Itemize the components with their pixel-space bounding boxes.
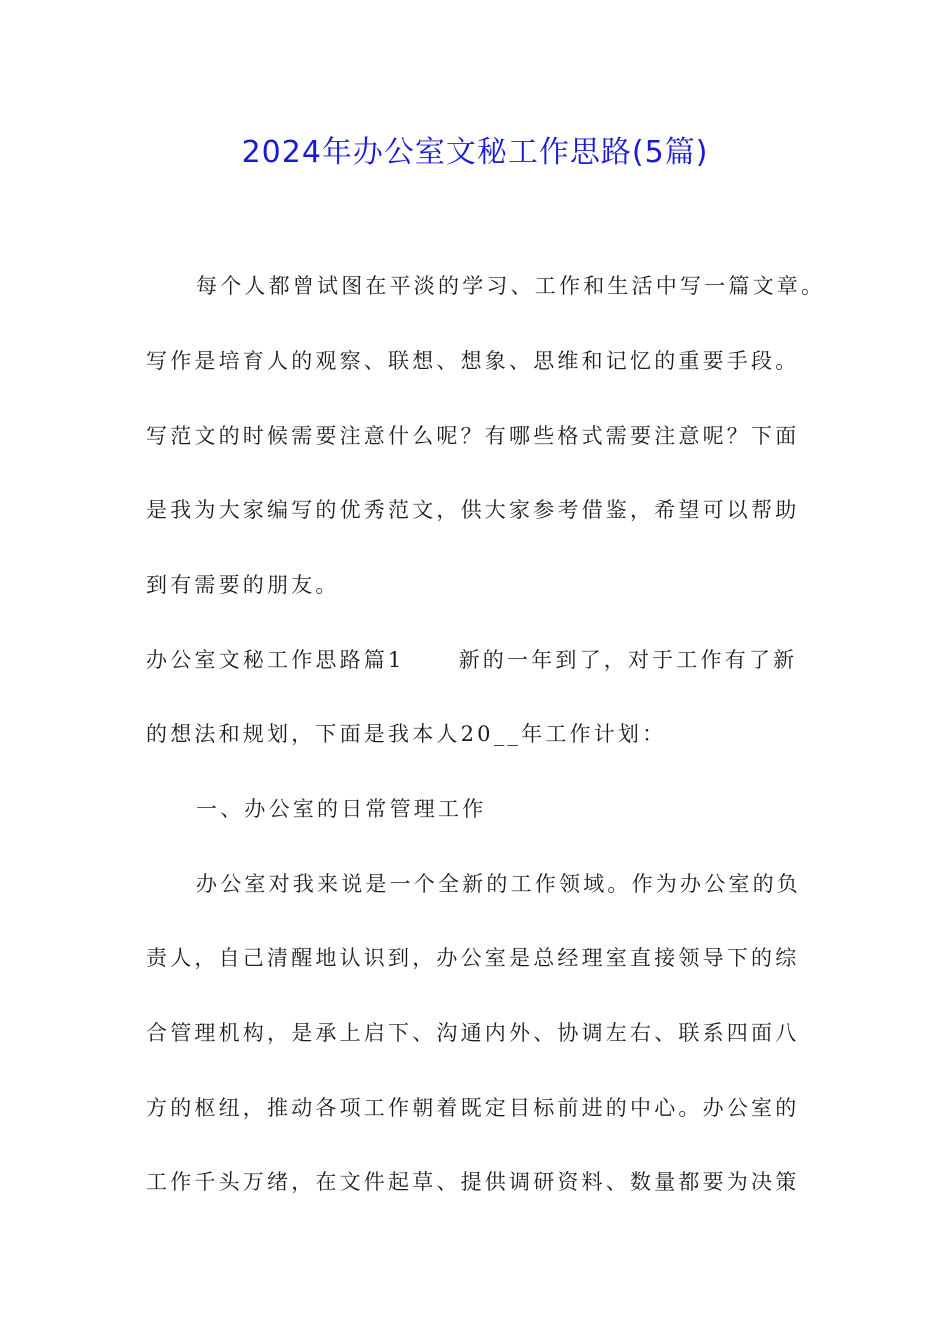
paragraph-line-5: 工作千头万绪，在文件起草、提供调研资料、数量都要为决策 [146, 1170, 800, 1194]
document-title: 2024年办公室文秘工作思路(5篇) [241, 135, 709, 170]
section-first-text: 新的一年到了，对于工作有了新 [458, 648, 798, 672]
paragraph-line-4: 方的枢纽，推动各项工作朝着既定目标前进的中心。办公室的 [146, 1096, 800, 1120]
section-heading-line [146, 645, 797, 675]
paragraph-line-3: 合管理机构，是承上启下、沟通内外、协调左右、联系四面八 [146, 1021, 800, 1045]
intro-line-2: 写作是培育人的观察、联想、想象、思维和记忆的重要手段。 [146, 349, 800, 373]
section-heading: 办公室文秘工作思路篇1 [146, 648, 405, 672]
intro-line-5: 到有需要的朋友。 [146, 573, 340, 597]
intro-line-4: 是我为大家编写的优秀范文，供大家参考借鉴，希望可以帮助 [146, 498, 800, 522]
paragraph-line-2: 责人，自己清醒地认识到，办公室是总经理室直接领导下的综 [146, 946, 800, 970]
paragraph-line-1: 办公室对我来说是一个全新的工作领域。作为办公室的负 [196, 872, 801, 896]
intro-line-3: 写范文的时候需要注意什么呢？有哪些格式需要注意呢？下面 [146, 424, 800, 448]
section-line-2: 的想法和规划，下面是我本人20__年工作计划： [146, 722, 667, 746]
subheading: 一、办公室的日常管理工作 [196, 797, 487, 821]
intro-line-1: 每个人都曾试图在平淡的学习、工作和生活中写一篇文章。 [196, 274, 826, 298]
